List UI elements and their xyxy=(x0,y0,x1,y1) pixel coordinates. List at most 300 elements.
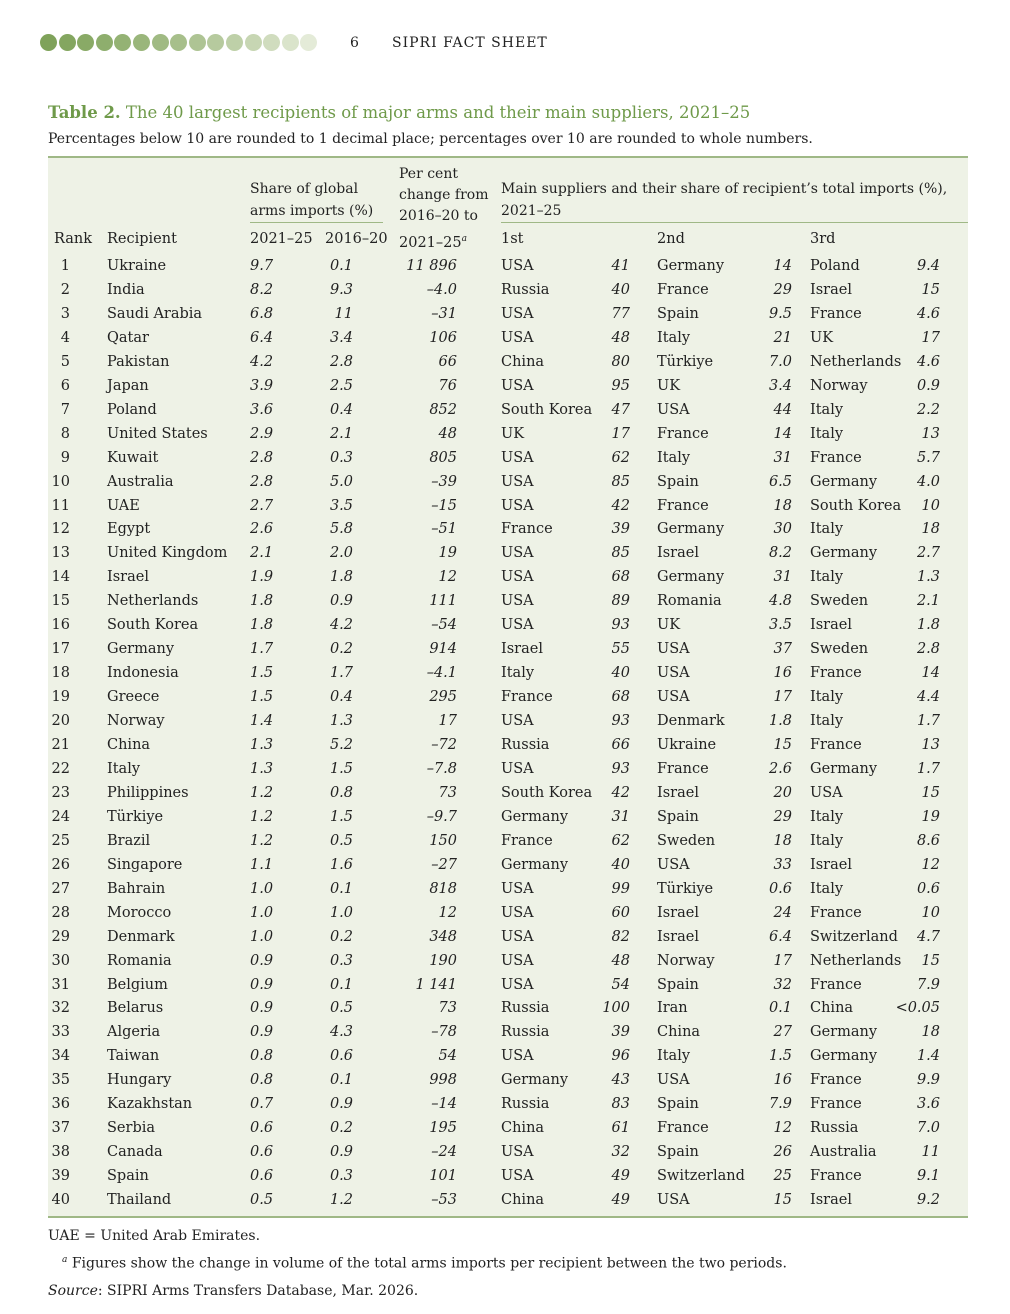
second-supplier-cell: France xyxy=(657,1120,709,1137)
decorative-dot xyxy=(59,34,76,51)
change-cell: –39 xyxy=(431,473,457,490)
third-supplier-cell: France xyxy=(810,1072,862,1089)
second-share-cell: 31 xyxy=(773,569,792,586)
third-supplier-cell: France xyxy=(810,904,862,921)
first-supplier-cell: USA xyxy=(501,904,534,921)
third-share-cell: 11 xyxy=(921,1144,940,1161)
change-cell: –15 xyxy=(431,497,457,514)
table-row xyxy=(48,758,968,781)
change-cell: 11 896 xyxy=(406,258,457,274)
second-share-cell: 15 xyxy=(773,737,792,753)
first-share-cell: 39 xyxy=(611,1024,630,1041)
share-2016-20-cell: 0.9 xyxy=(329,1096,353,1113)
third-supplier-cell: USA xyxy=(810,784,843,801)
decorative-dot xyxy=(263,34,280,51)
share-2021-25-cell: 1.3 xyxy=(250,760,274,777)
share-2016-20-cell: 2.8 xyxy=(329,353,353,370)
table-row xyxy=(48,638,968,661)
share-2021-25-cell: 0.8 xyxy=(250,1048,274,1065)
change-cell: 852 xyxy=(429,401,457,418)
share-2016-20-cell: 0.8 xyxy=(329,784,353,801)
third-supplier-cell: Italy xyxy=(810,808,844,825)
third-share-cell: 1.7 xyxy=(916,760,940,777)
decorative-dot xyxy=(189,34,206,51)
first-supplier-cell: USA xyxy=(501,545,534,562)
rank-cell: 40 xyxy=(51,1192,70,1209)
third-share-cell: 1.3 xyxy=(916,569,940,586)
table-row xyxy=(48,542,968,565)
suppliers-header xyxy=(501,178,947,222)
third-supplier-cell: France xyxy=(810,449,862,466)
second-supplier-cell: Israel xyxy=(657,784,699,801)
second-share-cell: 14 xyxy=(773,425,792,442)
footnote-a xyxy=(62,1255,787,1272)
second-supplier-cell: USA xyxy=(657,1192,690,1209)
second-share-cell: 16 xyxy=(773,665,792,682)
first-supplier-cell: Russia xyxy=(501,1096,550,1113)
second-share-cell: 3.5 xyxy=(768,617,792,634)
rank-cell: 11 xyxy=(51,497,70,514)
second-share-cell: 18 xyxy=(773,832,792,849)
third-share-cell: 9.9 xyxy=(916,1072,940,1089)
second-share-cell: 37 xyxy=(773,641,792,658)
first-share-cell: 40 xyxy=(611,281,630,298)
second-supplier-cell: Israel xyxy=(657,545,699,562)
recipient-cell: Canada xyxy=(107,1144,163,1161)
change-cell: –9.7 xyxy=(426,808,457,825)
second-supplier-cell: France xyxy=(657,497,709,514)
first-supplier-cell: USA xyxy=(501,569,534,586)
share-2021-25-cell: 2.8 xyxy=(250,473,274,490)
recipient-cell: Norway xyxy=(107,713,165,730)
col-recipient-header: Recipient xyxy=(107,231,177,247)
share-2021-25-cell: 1.8 xyxy=(250,593,274,610)
share-2016-20-cell: 4.2 xyxy=(329,617,353,634)
share-2016-20-cell: 1.0 xyxy=(329,904,353,921)
first-supplier-cell: Russia xyxy=(501,281,550,298)
third-share-cell: 3.6 xyxy=(916,1096,940,1113)
share-2021-25-cell: 0.7 xyxy=(250,1096,274,1113)
third-share-cell: 4.4 xyxy=(916,689,940,706)
second-supplier-cell: UK xyxy=(657,377,681,394)
first-supplier-cell: USA xyxy=(501,305,534,322)
recipient-cell: Denmark xyxy=(107,928,175,945)
third-supplier-cell: Germany xyxy=(810,1024,878,1041)
source-line xyxy=(48,1283,418,1299)
third-share-cell: 7.0 xyxy=(916,1120,940,1137)
first-share-cell: 39 xyxy=(611,521,630,538)
third-share-cell: 9.2 xyxy=(916,1192,940,1209)
second-supplier-cell: Germany xyxy=(657,569,725,586)
table-row xyxy=(48,495,968,518)
third-supplier-cell: Israel xyxy=(810,1192,852,1209)
third-supplier-cell: Norway xyxy=(810,377,868,394)
suppliers-header-rule xyxy=(501,222,968,223)
rank-cell: 24 xyxy=(51,808,70,825)
second-share-cell: 33 xyxy=(773,856,792,873)
second-supplier-cell: UK xyxy=(657,617,681,634)
third-share-cell: 8.6 xyxy=(916,832,940,849)
table-row xyxy=(48,997,968,1020)
second-supplier-cell: Ukraine xyxy=(657,737,717,753)
change-cell: 73 xyxy=(438,1000,457,1017)
second-supplier-cell: Germany xyxy=(657,258,725,274)
rank-cell: 20 xyxy=(51,713,70,730)
share-2021-25-cell: 1.0 xyxy=(250,904,274,921)
first-share-cell: 42 xyxy=(611,784,630,801)
table-row xyxy=(48,1165,968,1188)
table-row xyxy=(48,423,968,446)
first-share-cell: 48 xyxy=(611,329,630,346)
share-2016-20-cell: 0.4 xyxy=(329,401,353,418)
second-supplier-cell: Switzerland xyxy=(657,1168,745,1185)
recipient-cell: Netherlands xyxy=(107,593,199,610)
first-share-cell: 100 xyxy=(602,1000,630,1017)
share-2021-25-cell: 1.2 xyxy=(250,784,274,801)
second-supplier-cell: USA xyxy=(657,1072,690,1089)
third-supplier-cell: Italy xyxy=(810,880,844,897)
rank-cell: 39 xyxy=(51,1168,70,1185)
third-supplier-cell: Poland xyxy=(810,258,860,274)
third-supplier-cell: Germany xyxy=(810,473,878,490)
recipient-cell: Thailand xyxy=(107,1192,172,1209)
table-subtitle: Percentages below 10 are rounded to 1 decimal place; percentages over 10 are rounded to whole numbers. xyxy=(48,131,813,147)
first-share-cell: 60 xyxy=(611,904,630,921)
second-supplier-cell: USA xyxy=(657,689,690,706)
table-row xyxy=(48,806,968,829)
table-row xyxy=(48,279,968,302)
share-header-line1: Share of global xyxy=(250,181,359,197)
third-supplier-cell: Netherlands xyxy=(810,952,902,969)
first-supplier-cell: USA xyxy=(501,1144,534,1161)
suppliers-header-line1: Main suppliers and their share of recipient’s total imports (%), xyxy=(501,181,948,197)
third-supplier-cell: Sweden xyxy=(810,641,869,658)
first-supplier-cell: USA xyxy=(501,329,534,346)
source-label: Source xyxy=(48,1283,98,1299)
share-header xyxy=(250,178,373,222)
share-2016-20-cell: 0.2 xyxy=(329,928,353,945)
third-supplier-cell: Netherlands xyxy=(810,353,902,370)
third-supplier-cell: Australia xyxy=(810,1144,877,1161)
table-row xyxy=(48,782,968,805)
share-2016-20-cell: 0.3 xyxy=(329,1168,353,1185)
second-share-cell: 21 xyxy=(773,329,792,346)
rank-cell: 10 xyxy=(51,473,70,490)
rank-cell: 19 xyxy=(51,689,70,706)
rank-cell: 33 xyxy=(51,1024,70,1041)
share-2016-20-cell: 0.6 xyxy=(329,1048,353,1065)
first-supplier-cell: Germany xyxy=(501,1072,569,1089)
recipient-cell: Australia xyxy=(107,473,174,490)
share-2016-20-cell: 0.1 xyxy=(329,976,353,993)
change-cell: 76 xyxy=(438,377,457,394)
second-supplier-cell: Spain xyxy=(657,976,699,993)
second-supplier-cell: Spain xyxy=(657,473,699,490)
second-share-cell: 17 xyxy=(773,952,792,969)
recipient-cell: Taiwan xyxy=(107,1048,160,1065)
second-supplier-cell: Israel xyxy=(657,904,699,921)
first-supplier-cell: Russia xyxy=(501,1024,550,1041)
table-row xyxy=(48,734,968,757)
second-supplier-cell: Germany xyxy=(657,521,725,538)
first-share-cell: 47 xyxy=(611,401,630,418)
first-supplier-cell: Italy xyxy=(501,665,535,682)
share-2021-25-cell: 6.4 xyxy=(250,329,274,346)
change-cell: 805 xyxy=(429,449,457,466)
rank-cell: 36 xyxy=(51,1096,70,1113)
second-supplier-cell: USA xyxy=(657,856,690,873)
third-share-cell: 1.8 xyxy=(916,617,940,634)
first-supplier-cell: UK xyxy=(501,425,525,442)
third-share-cell: 2.2 xyxy=(916,401,940,418)
second-share-cell: 44 xyxy=(773,401,792,418)
second-share-cell: 0.1 xyxy=(768,1000,792,1017)
third-supplier-cell: Italy xyxy=(810,521,844,538)
third-share-cell: 1.4 xyxy=(916,1048,940,1065)
col-rank-header: Rank xyxy=(54,231,93,247)
second-share-cell: 32 xyxy=(773,976,792,993)
recipient-cell: Belarus xyxy=(107,1000,164,1017)
table-title-text: The 40 largest recipients of major arms and their main suppliers, 2021–25 xyxy=(120,103,751,122)
first-supplier-cell: France xyxy=(501,521,553,538)
third-supplier-cell: China xyxy=(810,1000,854,1017)
rank-cell: 6 xyxy=(60,377,70,394)
recipient-cell: Kazakhstan xyxy=(107,1096,193,1113)
table-row xyxy=(48,447,968,470)
table-row xyxy=(48,686,968,709)
first-share-cell: 54 xyxy=(611,976,630,993)
change-cell: 101 xyxy=(429,1168,457,1185)
second-share-cell: 9.5 xyxy=(768,305,792,322)
recipient-cell: Saudi Arabia xyxy=(107,305,203,322)
third-supplier-cell: Italy xyxy=(810,401,844,418)
share-2016-20-cell: 2.1 xyxy=(329,425,353,442)
second-share-cell: 2.6 xyxy=(768,760,792,777)
third-share-cell: 4.6 xyxy=(916,353,940,370)
change-cell: 190 xyxy=(429,952,457,969)
first-share-cell: 89 xyxy=(611,593,630,610)
second-share-cell: 1.5 xyxy=(768,1048,792,1065)
third-supplier-cell: Germany xyxy=(810,1048,878,1065)
share-2016-20-cell: 0.1 xyxy=(329,1072,353,1089)
rank-cell: 21 xyxy=(51,737,70,753)
second-share-cell: 4.8 xyxy=(768,593,792,610)
col-share-2021-25-header: 2021–25 xyxy=(250,231,313,247)
first-share-cell: 61 xyxy=(611,1120,630,1137)
footnote-marker: a xyxy=(62,1255,68,1265)
second-supplier-cell: Israel xyxy=(657,928,699,945)
third-supplier-cell: Italy xyxy=(810,425,844,442)
recipient-cell: Spain xyxy=(107,1168,149,1185)
recipient-cell: United States xyxy=(107,425,208,442)
third-supplier-cell: France xyxy=(810,976,862,993)
abbreviation-note: UAE = United Arab Emirates. xyxy=(48,1228,261,1244)
share-2021-25-cell: 2.8 xyxy=(250,449,274,466)
first-supplier-cell: Israel xyxy=(501,641,543,658)
share-2016-20-cell: 1.8 xyxy=(329,569,353,586)
column-header-row xyxy=(48,228,968,251)
recipient-cell: Ukraine xyxy=(107,258,167,274)
third-share-cell: <0.05 xyxy=(895,1000,940,1017)
second-supplier-cell: Türkiye xyxy=(657,880,714,897)
decorative-dot xyxy=(152,34,169,51)
rank-cell: 34 xyxy=(51,1048,70,1065)
table-row xyxy=(48,878,968,901)
second-share-cell: 0.6 xyxy=(768,880,792,897)
change-cell: 818 xyxy=(429,880,457,897)
rank-cell: 29 xyxy=(51,928,70,945)
table-row xyxy=(48,303,968,326)
first-share-cell: 43 xyxy=(611,1072,630,1089)
third-share-cell: 9.4 xyxy=(916,258,940,274)
first-supplier-cell: USA xyxy=(501,617,534,634)
change-cell: –24 xyxy=(431,1144,457,1161)
change-cell: 12 xyxy=(438,904,457,921)
share-2021-25-cell: 8.2 xyxy=(250,281,274,298)
table-row xyxy=(48,471,968,494)
change-cell: 54 xyxy=(438,1048,457,1065)
change-header-line2: change from xyxy=(399,187,489,203)
second-share-cell: 29 xyxy=(773,281,792,298)
third-supplier-cell: Switzerland xyxy=(810,928,898,945)
second-share-cell: 16 xyxy=(773,1072,792,1089)
recipient-cell: Israel xyxy=(107,569,149,586)
share-2021-25-cell: 9.7 xyxy=(250,258,274,274)
recipient-cell: Italy xyxy=(107,760,141,777)
third-share-cell: 1.7 xyxy=(916,713,940,730)
first-supplier-cell: USA xyxy=(501,593,534,610)
recipient-cell: Japan xyxy=(107,377,149,394)
table-row xyxy=(48,1069,968,1092)
table-row xyxy=(48,902,968,925)
first-share-cell: 77 xyxy=(611,305,630,322)
second-share-cell: 17 xyxy=(773,689,792,706)
first-share-cell: 68 xyxy=(611,569,630,586)
first-share-cell: 49 xyxy=(611,1168,630,1185)
third-supplier-cell: France xyxy=(810,305,862,322)
first-supplier-cell: USA xyxy=(501,976,534,993)
third-supplier-cell: Israel xyxy=(810,281,852,298)
first-share-cell: 93 xyxy=(611,617,630,634)
table-row xyxy=(48,255,968,278)
third-share-cell: 18 xyxy=(921,1024,940,1041)
share-2021-25-cell: 3.6 xyxy=(250,401,274,418)
share-2016-20-cell: 1.2 xyxy=(329,1192,353,1209)
third-supplier-cell: France xyxy=(810,1096,862,1113)
table-row xyxy=(48,830,968,853)
share-header-line2: arms imports (%) xyxy=(250,203,374,219)
change-cell: –27 xyxy=(431,856,457,873)
decorative-dot xyxy=(282,34,299,51)
second-supplier-cell: China xyxy=(657,1024,701,1041)
decorative-dot xyxy=(300,34,317,51)
second-supplier-cell: Iran xyxy=(657,1000,688,1017)
recipient-cell: Algeria xyxy=(107,1024,161,1041)
first-supplier-cell: USA xyxy=(501,377,534,394)
share-2021-25-cell: 1.4 xyxy=(250,713,274,730)
first-share-cell: 31 xyxy=(611,808,630,825)
recipient-cell: Brazil xyxy=(107,832,151,849)
change-cell: –72 xyxy=(431,737,457,753)
second-supplier-cell: Spain xyxy=(657,808,699,825)
first-supplier-cell: France xyxy=(501,832,553,849)
third-supplier-cell: Germany xyxy=(810,545,878,562)
first-supplier-cell: USA xyxy=(501,928,534,945)
table-row xyxy=(48,1045,968,1068)
table-row xyxy=(48,1093,968,1116)
second-share-cell: 1.8 xyxy=(768,713,792,730)
third-share-cell: 12 xyxy=(921,856,940,873)
first-supplier-cell: Germany xyxy=(501,808,569,825)
first-supplier-cell: Germany xyxy=(501,856,569,873)
third-share-cell: 0.6 xyxy=(916,880,940,897)
second-share-cell: 7.0 xyxy=(768,353,792,370)
second-supplier-cell: France xyxy=(657,760,709,777)
recipient-cell: Hungary xyxy=(107,1072,172,1089)
third-supplier-cell: France xyxy=(810,1168,862,1185)
second-share-cell: 29 xyxy=(773,808,792,825)
table-row xyxy=(48,327,968,350)
table-row xyxy=(48,662,968,685)
second-supplier-cell: Italy xyxy=(657,329,691,346)
rank-cell: 8 xyxy=(60,425,70,442)
first-share-cell: 68 xyxy=(611,689,630,706)
decorative-dots xyxy=(40,34,319,51)
share-2016-20-cell: 0.2 xyxy=(329,1120,353,1137)
change-cell: –4.0 xyxy=(426,281,457,298)
third-share-cell: 4.6 xyxy=(916,305,940,322)
first-supplier-cell: USA xyxy=(501,449,534,466)
share-2016-20-cell: 11 xyxy=(334,305,353,322)
first-share-cell: 80 xyxy=(611,353,630,370)
rank-cell: 30 xyxy=(51,952,70,969)
change-cell: –53 xyxy=(431,1192,457,1209)
recipient-cell: India xyxy=(107,281,145,298)
share-2021-25-cell: 1.2 xyxy=(250,808,274,825)
share-2016-20-cell: 0.5 xyxy=(329,1000,353,1017)
first-share-cell: 82 xyxy=(611,928,630,945)
rank-cell: 16 xyxy=(51,617,70,634)
rank-cell: 23 xyxy=(51,784,70,801)
second-supplier-cell: Türkiye xyxy=(657,353,714,370)
first-share-cell: 40 xyxy=(611,856,630,873)
first-supplier-cell: USA xyxy=(501,713,534,730)
recipient-cell: South Korea xyxy=(107,617,199,634)
share-2016-20-cell: 3.5 xyxy=(329,497,353,514)
share-2021-25-cell: 1.0 xyxy=(250,880,274,897)
share-2016-20-cell: 4.3 xyxy=(329,1024,353,1041)
col-change-label: 2021–25 xyxy=(399,234,462,251)
third-share-cell: 10 xyxy=(921,904,940,921)
col-change-note: a xyxy=(461,234,467,244)
second-share-cell: 25 xyxy=(773,1168,792,1185)
rank-cell: 18 xyxy=(51,665,70,682)
share-2021-25-cell: 0.8 xyxy=(250,1072,274,1089)
first-supplier-cell: USA xyxy=(501,1168,534,1185)
first-share-cell: 96 xyxy=(611,1048,630,1065)
share-2016-20-cell: 0.3 xyxy=(329,952,353,969)
share-2016-20-cell: 5.0 xyxy=(329,473,353,490)
rank-cell: 1 xyxy=(60,258,70,274)
recipient-cell: Singapore xyxy=(107,856,183,873)
share-2021-25-cell: 0.6 xyxy=(250,1120,274,1137)
third-supplier-cell: UK xyxy=(810,329,834,346)
rank-cell: 32 xyxy=(51,1000,70,1017)
table-row xyxy=(48,854,968,877)
recipient-cell: Qatar xyxy=(107,329,149,346)
third-share-cell: 2.8 xyxy=(916,641,940,658)
share-2021-25-cell: 1.9 xyxy=(250,569,274,586)
